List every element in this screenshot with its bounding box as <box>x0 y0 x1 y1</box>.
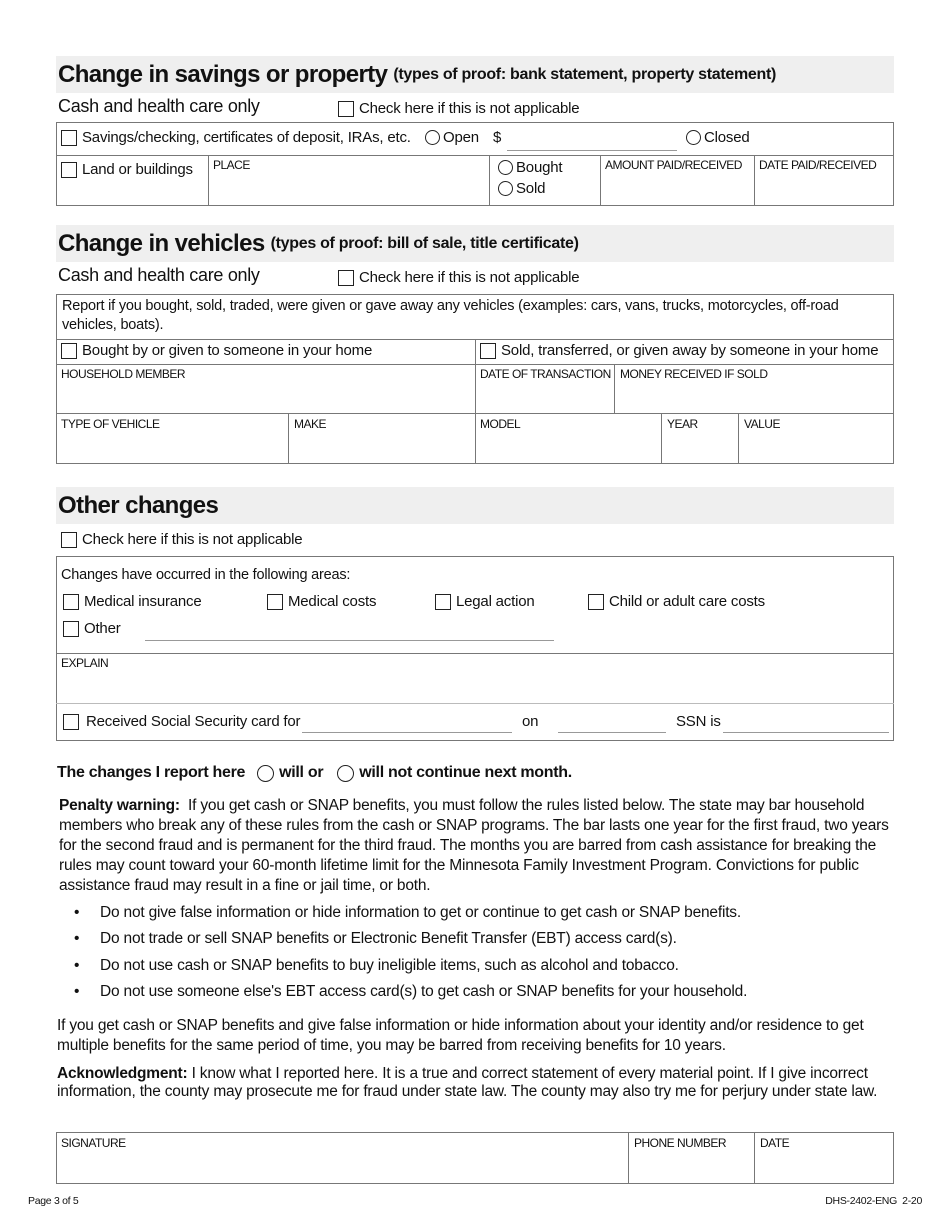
continuation-will-label: will or <box>279 764 324 781</box>
other-ssn-date-underline <box>558 732 666 733</box>
phone-label: PHONE NUMBER <box>634 1136 727 1150</box>
continuation-will-not-label: will not continue next month. <box>359 764 572 781</box>
identity-warning: If you get cash or SNAP benefits and give false information or hide information about your identity and/or residence to get multiple benefits for the same period of time, you may be barred from receiving benefits for 10 years. <box>57 1017 864 1054</box>
other-other-label: Other <box>84 620 121 637</box>
penalty-text: If you get cash or SNAP benefits, you must follow the rules listed below. The state may bar household members who break any of these rules from the cash or SNAP programs. The bar lasts one year for the first fraud, two years for the second fraud and is permanent for the third fraud. The months you are barred from cash assistance for breaking the rules may count toward your 60-month lifetime limit for the Minnesota Family Investment Program. Convictions for public assistance fraud may result in a fine or jail time, or both. <box>59 797 889 894</box>
savings-amount-paid-label: AMOUNT PAID/RECEIVED <box>605 158 742 172</box>
savings-date-paid-label: DATE PAID/RECEIVED <box>759 158 877 172</box>
vehicles-col-divider <box>614 364 615 413</box>
savings-closed-label: Closed <box>704 129 750 146</box>
savings-account-checkbox[interactable] <box>61 130 77 146</box>
vehicles-year-label: YEAR <box>667 417 698 431</box>
vehicles-type-field[interactable] <box>58 432 287 462</box>
other-child-care-row[interactable] <box>588 593 765 610</box>
vehicles-section-header <box>56 225 894 262</box>
savings-closed-radio[interactable] <box>686 130 701 145</box>
vehicles-title: Change in vehicles <box>58 229 265 257</box>
other-other-row[interactable] <box>63 620 121 637</box>
other-title: Other changes <box>58 491 219 519</box>
savings-amount-underline <box>507 150 677 151</box>
other-ssn-person-underline <box>302 732 512 733</box>
savings-col-divider <box>489 155 490 205</box>
vehicles-model-label: MODEL <box>480 417 521 431</box>
vehicles-not-applicable-label: Check here if this is not applicable <box>359 269 580 286</box>
penalty-bullet-text: Do not give false information or hide information to get or continue to get cash or SNAP benefits. <box>100 904 741 921</box>
savings-date-paid-field[interactable] <box>756 173 893 204</box>
vehicles-bought-row[interactable] <box>61 342 372 359</box>
savings-land-label: Land or buildings <box>82 161 193 178</box>
savings-open-radio[interactable] <box>425 130 440 145</box>
continuation-will-radio[interactable] <box>257 765 274 782</box>
other-medical-insurance-label: Medical insurance <box>84 593 202 610</box>
other-other-checkbox[interactable] <box>63 621 79 637</box>
other-ssn-card-row[interactable] <box>63 713 300 730</box>
other-explain-label: EXPLAIN <box>61 656 109 670</box>
vehicles-bought-label: Bought by or given to someone in your home <box>82 342 373 359</box>
vehicles-not-applicable-checkbox[interactable] <box>338 270 354 286</box>
penalty-heading: Penalty warning: <box>59 797 180 814</box>
other-divider <box>56 703 894 704</box>
continuation-will-not-radio[interactable] <box>337 765 354 782</box>
vehicles-sold-checkbox[interactable] <box>480 343 496 359</box>
savings-divider <box>56 155 894 156</box>
vehicles-type-label: TYPE OF VEHICLE <box>61 417 160 431</box>
signature-field[interactable] <box>58 1151 627 1183</box>
date-label: DATE <box>760 1136 790 1150</box>
vehicles-cash-only: Cash and health care only <box>58 265 260 285</box>
savings-title: Change in savings or property <box>58 60 388 88</box>
savings-amount-field[interactable] <box>507 128 677 150</box>
vehicles-sold-label: Sold, transferred, or given away by someone in your home <box>501 342 879 359</box>
vehicles-model-field[interactable] <box>477 432 660 462</box>
other-explain-field[interactable] <box>58 671 893 702</box>
other-medical-insurance-checkbox[interactable] <box>63 594 79 610</box>
vehicles-col-divider <box>475 339 476 463</box>
savings-land-row[interactable] <box>61 161 193 178</box>
other-medical-costs-label: Medical costs <box>288 593 377 610</box>
savings-not-applicable-checkbox[interactable] <box>338 101 354 117</box>
other-ssn-person-field[interactable] <box>302 712 512 732</box>
penalty-bullet-text: Do not use cash or SNAP benefits to buy ineligible items, such as alcohol and tobacco. <box>100 957 679 974</box>
other-ssn-number-field[interactable] <box>723 712 889 732</box>
vehicles-date-field[interactable] <box>477 382 613 412</box>
other-ssn-is-label: SSN is <box>676 713 721 730</box>
other-legal-action-row[interactable] <box>435 593 535 610</box>
savings-col-divider <box>208 155 209 205</box>
signature-label: SIGNATURE <box>61 1136 126 1150</box>
savings-bought-radio[interactable] <box>498 160 513 175</box>
savings-place-label: PLACE <box>213 158 250 172</box>
savings-proof: (types of proof: bank statement, property statement) <box>393 65 777 83</box>
savings-bought-option[interactable] <box>498 159 562 176</box>
signature-col-divider <box>628 1132 629 1184</box>
savings-closed-option[interactable] <box>686 129 750 146</box>
savings-not-applicable-row[interactable] <box>338 100 579 117</box>
vehicles-col-divider <box>738 413 739 463</box>
savings-open-label: Open <box>443 129 479 146</box>
savings-land-checkbox[interactable] <box>61 162 77 178</box>
vehicles-date-label: DATE OF TRANSACTION <box>480 367 611 381</box>
savings-sold-label: Sold <box>516 180 546 197</box>
vehicles-make-label: MAKE <box>294 417 327 431</box>
other-on-label: on <box>522 713 539 730</box>
other-medical-insurance-row[interactable] <box>63 593 202 610</box>
savings-col-divider <box>754 155 755 205</box>
vehicles-col-divider <box>288 413 289 463</box>
savings-open-option[interactable] <box>425 129 479 146</box>
other-not-applicable-label: Check here if this is not applicable <box>82 531 303 548</box>
page-number: Page 3 of 5 <box>28 1195 79 1207</box>
vehicles-member-field[interactable] <box>58 382 474 412</box>
other-areas-intro: Changes have occurred in the following areas: <box>61 567 351 583</box>
savings-amount-paid-field[interactable] <box>602 173 753 204</box>
savings-account-label: Savings/checking, certificates of deposit, IRAs, etc. <box>82 129 411 146</box>
savings-sold-option[interactable] <box>498 180 545 197</box>
vehicles-proof: (types of proof: bill of sale, title certificate) <box>270 234 579 252</box>
vehicles-value-field[interactable] <box>740 432 893 462</box>
date-field[interactable] <box>756 1151 893 1183</box>
phone-field[interactable] <box>630 1151 753 1183</box>
penalty-warning <box>59 796 895 896</box>
acknowledgment <box>57 1065 895 1101</box>
penalty-bullet: • Do not use cash or SNAP benefits to buy ineligible items, such as alcohol and tobacco. <box>74 957 679 974</box>
other-legal-action-checkbox[interactable] <box>435 594 451 610</box>
other-divider <box>56 653 894 654</box>
continuation-row <box>57 764 572 782</box>
other-other-underline <box>145 640 554 641</box>
other-child-care-label: Child or adult care costs <box>609 593 765 610</box>
other-medical-costs-row[interactable] <box>267 593 376 610</box>
other-legal-action-label: Legal action <box>456 593 535 610</box>
vehicles-money-label: MONEY RECEIVED IF SOLD <box>620 367 768 381</box>
form-id: DHS-2402-ENG 2-20 <box>825 1195 922 1207</box>
other-section-header <box>56 487 894 524</box>
other-medical-costs-checkbox[interactable] <box>267 594 283 610</box>
acknowledgment-text: I know what I reported here. It is a true and correct statement of every material point. If I give incorrect information, the county may prosecute me for fraud under state law. The county may also try me for perjury under state law. <box>57 1065 878 1100</box>
other-not-applicable-row[interactable] <box>61 531 302 548</box>
penalty-bullet-text: Do not trade or sell SNAP benefits or Electronic Benefit Transfer (EBT) access card(s). <box>100 930 677 947</box>
vehicles-member-label: HOUSEHOLD MEMBER <box>61 367 186 381</box>
other-child-care-checkbox[interactable] <box>588 594 604 610</box>
savings-place-field[interactable] <box>210 173 488 204</box>
savings-bought-label: Bought <box>516 159 563 176</box>
acknowledgment-heading: Acknowledgment: <box>57 1065 188 1082</box>
penalty-bullet-text: Do not use someone else's EBT access card(s) to get cash or SNAP benefits for your household. <box>100 983 748 1000</box>
savings-cash-only: Cash and health care only <box>58 96 260 116</box>
continuation-prefix: The changes I report here <box>57 764 246 781</box>
vehicles-not-applicable-row[interactable] <box>338 269 579 286</box>
other-ssn-date-field[interactable] <box>558 712 666 732</box>
vehicles-bought-checkbox[interactable] <box>61 343 77 359</box>
signature-col-divider <box>754 1132 755 1184</box>
vehicles-year-field[interactable] <box>663 432 737 462</box>
other-ssn-card-checkbox[interactable] <box>63 714 79 730</box>
savings-dollar-sign: $ <box>493 129 502 146</box>
savings-account-row[interactable] <box>61 129 411 146</box>
penalty-bullet: • Do not trade or sell SNAP benefits or Electronic Benefit Transfer (EBT) access card(s). <box>74 930 677 947</box>
savings-col-divider <box>600 155 601 205</box>
other-not-applicable-checkbox[interactable] <box>61 532 77 548</box>
vehicles-instructions: Report if you bought, sold, traded, were given or gave away any vehicles (examples: cars, vans, trucks, motorcycles, off-road vehicles, boats). <box>62 298 839 333</box>
savings-not-applicable-label: Check here if this is not applicable <box>359 100 580 117</box>
savings-sold-radio[interactable] <box>498 181 513 196</box>
vehicles-col-divider <box>661 413 662 463</box>
other-other-field[interactable] <box>145 620 554 640</box>
vehicles-value-label: VALUE <box>744 417 780 431</box>
penalty-bullet: • Do not use someone else's EBT access card(s) to get cash or SNAP benefits for your household. <box>74 983 748 1000</box>
vehicles-make-field[interactable] <box>290 432 474 462</box>
savings-section-header <box>56 56 894 93</box>
penalty-bullet: • Do not give false information or hide information to get or continue to get cash or SNAP benefits. <box>74 904 741 921</box>
vehicles-money-field[interactable] <box>616 382 893 412</box>
vehicles-sold-row[interactable] <box>480 342 878 359</box>
other-ssn-card-label: Received Social Security card for <box>86 713 301 730</box>
other-ssn-number-underline <box>723 732 889 733</box>
